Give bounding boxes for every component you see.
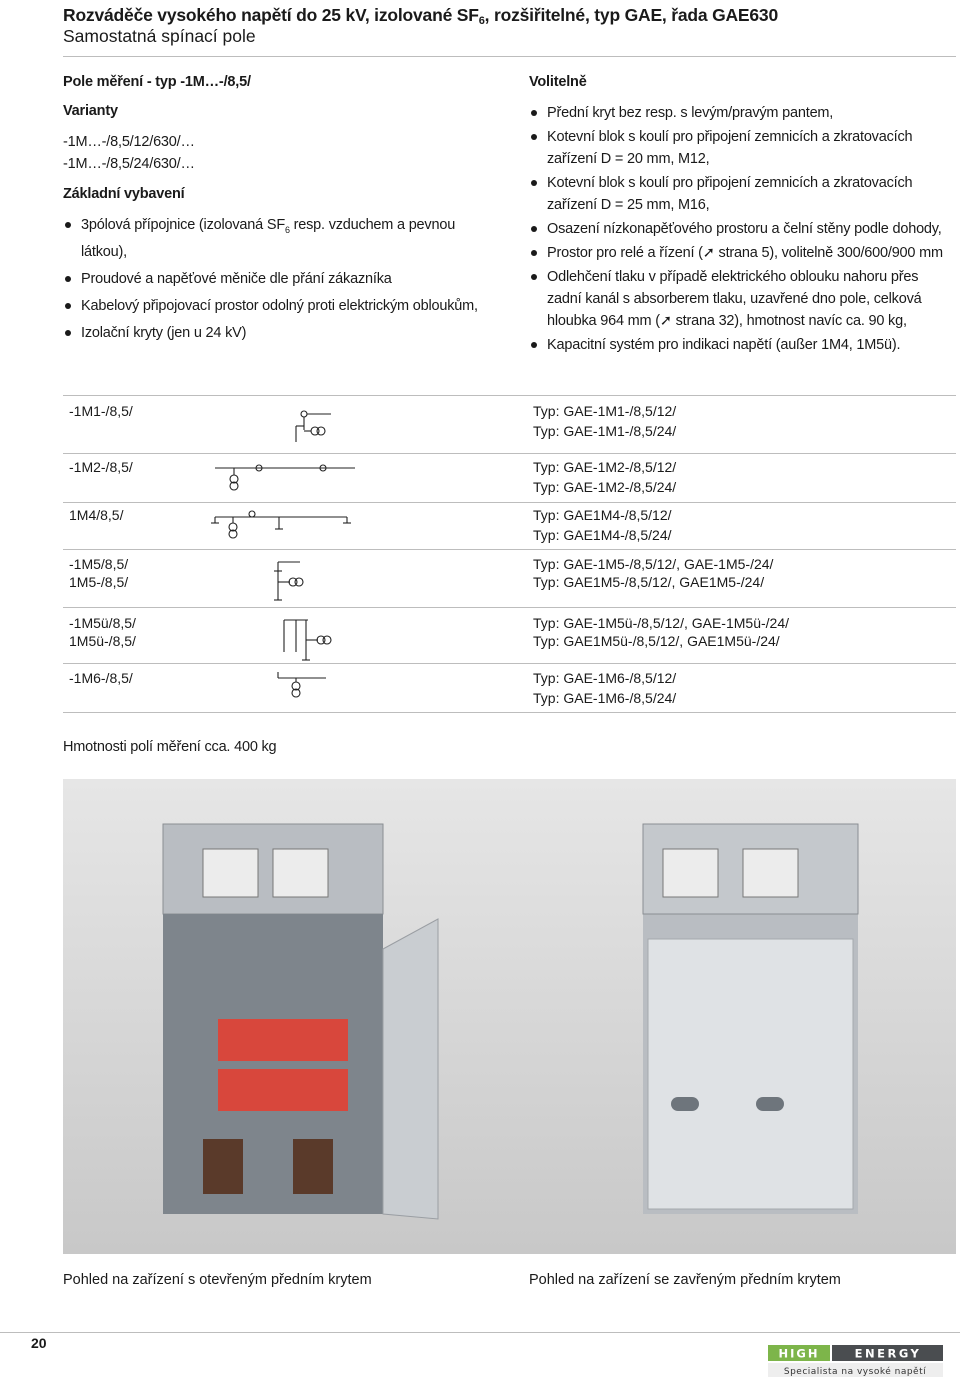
title-rest: , rozšiřitelné, typ GAE, řada GAE630 — [484, 5, 778, 25]
circuit-diagram-1m5u — [276, 612, 346, 664]
variant-item: -1M…-/8,5/24/630/… — [63, 156, 195, 172]
page-title — [63, 5, 778, 27]
logo-tagline: Specialista na vysoké napětí — [783, 1367, 927, 1377]
variant-label: -1M6-/8,5/ — [69, 670, 133, 686]
table-row — [63, 607, 956, 664]
right-column — [529, 71, 954, 356]
type-code: Typ: GAE-1M2-/8,5/12/ — [533, 459, 677, 475]
page-subtitle: Samostatná spínací pole — [63, 26, 256, 46]
basic-item-subscript: 6 — [284, 225, 290, 235]
basic-item-text-rest: resp. vzduchem a pevnou látkou), — [81, 217, 456, 260]
table-row — [63, 549, 956, 608]
type-code: Typ: GAE-1M6-/8,5/12/ — [533, 670, 677, 686]
section-heading: Pole měření - typ -1M…-/8,5/ — [63, 74, 251, 90]
caption-closed: Pohled na zařízení se zavřeným předním krytem — [529, 1272, 841, 1288]
circuit-diagram-1m4 — [203, 505, 363, 547]
high-energy-logo — [768, 1345, 943, 1377]
logo-word-high: HIGH — [778, 1346, 820, 1361]
type-code: Typ: GAE-1M1-/8,5/24/ — [533, 423, 677, 439]
title-main: Rozváděče vysokého napětí do 25 kV, izolované SF — [63, 5, 479, 25]
variant-label: -1M2-/8,5/ — [69, 459, 133, 475]
circuit-diagram-1m1 — [273, 404, 343, 444]
optional-item: Odlehčení tlaku v případě elektrického oblouku nahoru přes zadní kanál s absorberem tlaku, uzavřené dno pole, celková hloubka 964 mm (➚ strana 32), hmotnost navíc ca. 90 kg, — [529, 266, 954, 332]
variants-heading: Varianty — [63, 103, 118, 119]
basic-equipment-heading: Základní vybavení — [63, 186, 185, 202]
type-code: Typ: GAE1M4-/8,5/12/ — [533, 507, 672, 523]
basic-item-text: 3pólová přípojnice (izolovaná SF — [81, 217, 285, 233]
basic-item: Proudové a napěťové měniče dle přání zákazníka — [63, 268, 503, 290]
switchgear-illustration — [63, 779, 956, 1254]
circuit-diagram-1m6 — [268, 668, 328, 704]
type-code: Typ: GAE-1M2-/8,5/24/ — [533, 479, 677, 495]
optional-item: Osazení nízkonapěťového prostoru a čelní stěny podle dohody, — [529, 218, 954, 240]
variant-label: 1M4/8,5/ — [69, 507, 124, 523]
basic-item: Kabelový připojovací prostor odolný proti elektrickým obloukům, — [63, 295, 503, 317]
variant-label: 1M5-/8,5/ — [69, 574, 129, 590]
type-code: Typ: GAE1M5-/8,5/12/, GAE1M5-/24/ — [533, 574, 765, 590]
type-code: Typ: GAE-1M5-/8,5/12/, GAE-1M5-/24/ — [533, 556, 774, 572]
table-row — [63, 395, 956, 454]
variant-label: 1M5ü-/8,5/ — [69, 633, 136, 649]
optional-item: Kotevní blok s koulí pro připojení zemnicích a zkratovacích zařízení D = 25 mm, M16, — [529, 172, 954, 216]
circuit-diagram-1m5 — [268, 554, 338, 606]
type-code: Typ: GAE1M5ü-/8,5/12/, GAE1M5ü-/24/ — [533, 633, 780, 649]
circuit-diagram-1m2 — [211, 457, 361, 495]
left-column — [63, 71, 503, 344]
type-code: Typ: GAE1M4-/8,5/24/ — [533, 527, 672, 543]
table-row — [63, 663, 956, 713]
header-divider — [63, 56, 956, 57]
variant-label: -1M5/8,5/ — [69, 556, 129, 572]
type-code: Typ: GAE-1M6-/8,5/24/ — [533, 690, 677, 706]
basic-item — [63, 214, 503, 263]
table-row — [63, 502, 956, 550]
variant-label: -1M1-/8,5/ — [69, 403, 133, 419]
logo-word-energy: ENERGY — [854, 1346, 922, 1361]
type-code: Typ: GAE-1M1-/8,5/12/ — [533, 403, 677, 419]
optional-item: Kotevní blok s koulí pro připojení zemnicích a zkratovacích zařízení D = 20 mm, M12, — [529, 126, 954, 170]
basic-item: Izolační kryty (jen u 24 kV) — [63, 322, 503, 344]
caption-open: Pohled na zařízení s otevřeným předním krytem — [63, 1272, 372, 1288]
title-subscript: 6 — [478, 15, 485, 27]
variant-label: -1M5ü/8,5/ — [69, 615, 136, 631]
optional-item: Kapacitní systém pro indikaci napětí (außer 1M4, 1M5ü). — [529, 334, 954, 356]
optional-heading: Volitelně — [529, 74, 587, 90]
optional-item: Přední kryt bez resp. s levým/pravým pantem, — [529, 102, 954, 124]
variant-item: -1M…-/8,5/12/630/… — [63, 134, 195, 150]
type-code: Typ: GAE-1M5ü-/8,5/12/, GAE-1M5ü-/24/ — [533, 615, 789, 631]
footer-divider — [0, 1332, 960, 1333]
table-row — [63, 453, 956, 503]
switchgear-photo — [63, 779, 956, 1254]
optional-item: Prostor pro relé a řízení (➚ strana 5), volitelně 300/600/900 mm — [529, 242, 954, 264]
page-number: 20 — [31, 1335, 47, 1351]
weight-note: Hmotnosti polí měření cca. 400 kg — [63, 739, 277, 755]
